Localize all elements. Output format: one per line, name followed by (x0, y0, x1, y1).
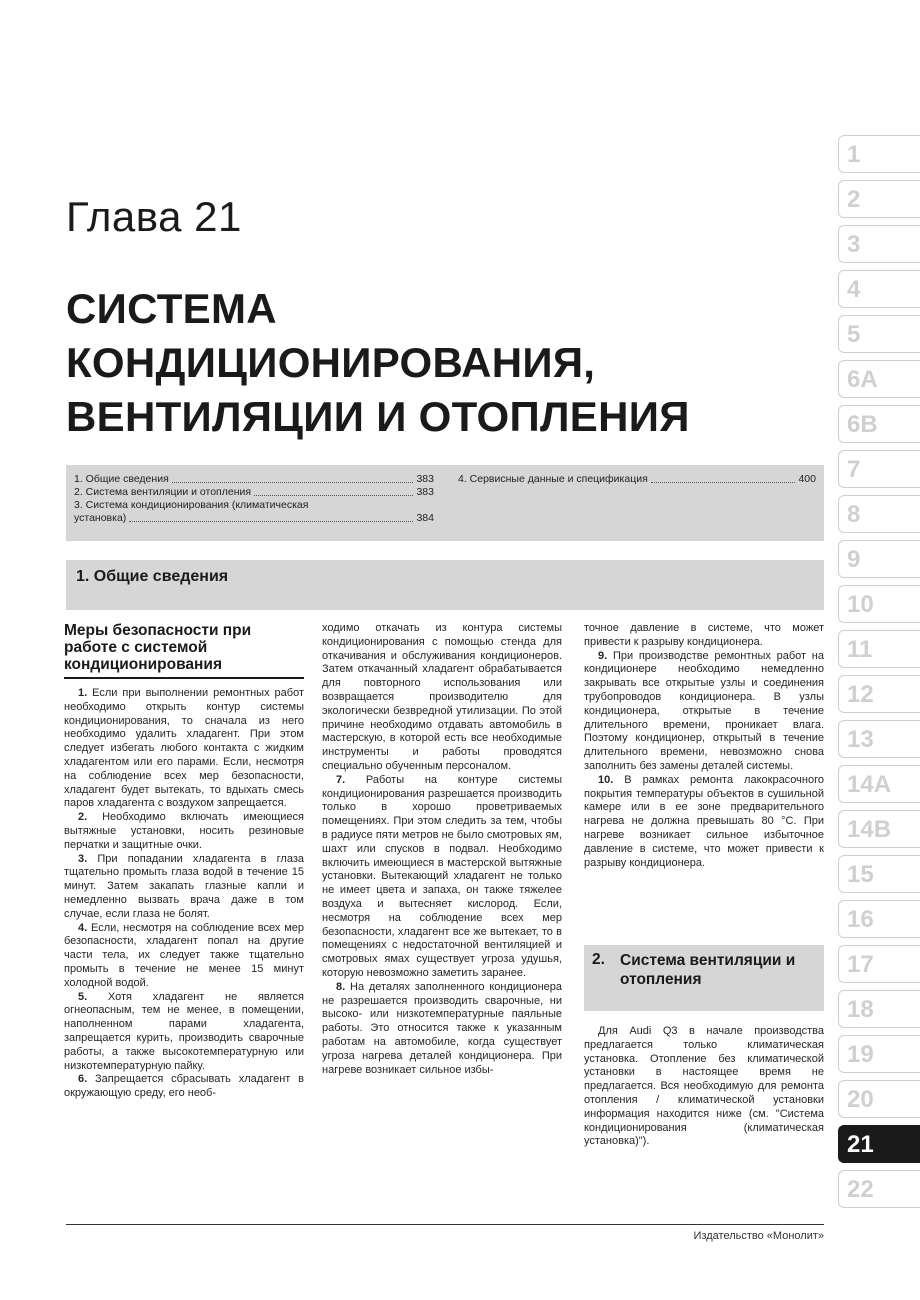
toc-entry-page: 384 (416, 512, 434, 524)
paragraph: 7. Работы на контуре системы кондиционирования разрешается производить только в хорошо проветриваемых помещениях. При этом следить за тем, чтобы в радиусе пяти метров не было смотровых ям, шахт или спусков в подвал. Необходимо включить имеющиеся в мастерской вытяжные установки. Вытекающий хладагент не только не имеет цвета и запаха, он также тяжелее воздуха и вытесняет кислород. Если, несмотря на соблюдение всех мер безопасности, хладагент все же вытекает, то в помещениях с недостаточной вентиляцией и смотровых ямах существует угроза удушья, которую невозможно заметить заранее. (322, 773, 562, 979)
toc-entry-page: 383 (416, 473, 434, 485)
toc-column-left (74, 473, 434, 525)
paragraph: Для Audi Q3 в начале производства предлагается только климатическая установка. Отопление без климатической установки в настоящее время не предлагается. Вся необходимую для ремонта отопления / климатической установки информация находится ниже (см. "Система кондиционирования (климатическая установка)"). (584, 1025, 824, 1148)
paragraph: ходимо откачать из контура системы кондиционирования с помощью стенда для откачивания и обслуживания кондиционеров. Затем откачанный хладагент обрабатывается для повторного использования или возвращается производителю для экологически безвредной утилизации. По этой причине необходимо отдавать автомобиль в мастерскую, в которой есть все необходимые инструменты и работы проводятся специально обученным персоналом. (322, 622, 562, 772)
text-column-3 (584, 622, 824, 870)
section-heading-bar (66, 560, 824, 610)
chapter-tab-17[interactable]: 17 (838, 945, 920, 983)
chapter-tab-15[interactable]: 15 (838, 855, 920, 893)
footer-divider (66, 1224, 824, 1225)
chapter-tab-3[interactable]: 3 (838, 225, 920, 263)
section-2-number: 2. (592, 951, 605, 968)
toc-entry-title-cont: установка) (74, 512, 127, 524)
paragraph: 9. При производстве ремонтных работ на кондиционере необходимо немедленно закрывать все открытые узлы и соединения трубопроводов кондиционера. В узлы кондиционера, открытые в течение длительного времени, проникает влага. Поэтому кондиционер, открытый в течение длительного времени, невозможно снова заполнить без замены деталей системы. (584, 649, 824, 772)
section-heading: 1. Общие сведения (76, 568, 229, 585)
chapter-tab-7[interactable]: 7 (838, 450, 920, 488)
chapter-tab-12[interactable]: 12 (838, 675, 920, 713)
paragraph: 6. Запрещается сбрасывать хладагент в окружающую среду, его необ- (64, 1073, 305, 1100)
chapter-tab-22[interactable]: 22 (838, 1170, 920, 1208)
toc-column-right (458, 473, 816, 486)
chapter-tab-1[interactable]: 1 (838, 135, 920, 173)
chapter-tab-8[interactable]: 8 (838, 495, 920, 533)
paragraph: 1. Если при выполнении ремонтных работ необходимо открыть контур системы кондиционирования, то сначала из него необходимо удалить хладагент. При этом следует избегать любого контакта с жидким хладагентом или его парами. Если, несмотря на соблюдение всех мер безопасности, хладагент будет вытекать, то вдыхать смесь паров хладагента с воздухом запрещается. (64, 687, 304, 810)
paragraph: 4. Если, несмотря на соблюдение всех мер безопасности, хладагент попал на другие части тела, их следует также тщательно промыть в течение не менее 15 минут холодной водой. (64, 921, 304, 989)
toc-leader (651, 482, 796, 483)
table-of-contents (66, 465, 824, 541)
chapter-tab-4[interactable]: 4 (838, 270, 920, 308)
toc-entry-page: 383 (416, 486, 434, 498)
chapter-title (66, 282, 826, 444)
toc-leader (129, 521, 413, 522)
chapter-tab-9[interactable]: 9 (838, 540, 920, 578)
chapter-tab-11[interactable]: 11 (838, 630, 920, 668)
toc-entry[interactable] (458, 473, 816, 486)
chapter-tab-14a[interactable]: 14A (838, 765, 920, 803)
chapter-tab-20[interactable]: 20 (838, 1080, 920, 1118)
chapter-tab-6a[interactable]: 6A (838, 360, 920, 398)
chapter-tab-18[interactable]: 18 (838, 990, 920, 1028)
chapter-title-line: ВЕНТИЛЯЦИИ И ОТОПЛЕНИЯ (66, 393, 690, 440)
chapter-tab-5[interactable]: 5 (838, 315, 920, 353)
toc-entry[interactable] (74, 499, 434, 525)
paragraph: 2. Необходимо включать имеющиеся вытяжные установки, носить резиновые перчатки и защитные очки. (64, 811, 304, 851)
toc-entry-page: 400 (798, 473, 816, 485)
toc-entry[interactable] (74, 473, 434, 486)
chapter-title-line: СИСТЕМА (66, 285, 277, 332)
chapter-tab-13[interactable]: 13 (838, 720, 920, 758)
text-column-2 (322, 622, 562, 1077)
paragraph: точное давление в системе, что может привести к разрыву кондиционера. (584, 622, 824, 648)
toc-entry[interactable] (74, 486, 434, 499)
text-column-1 (64, 622, 304, 1101)
chapter-tab-19[interactable]: 19 (838, 1035, 920, 1073)
toc-entry-title: 1. Общие сведения (74, 473, 169, 485)
subsection-heading: Меры безопасности при работе с системой кондиционирования (64, 622, 304, 679)
toc-entry-title: 3. Система кондиционирования (климатическая (74, 499, 309, 511)
chapter-tab-6b[interactable]: 6B (838, 405, 920, 443)
chapter-number: Глава 21 (66, 193, 242, 240)
chapter-title-line: КОНДИЦИОНИРОВАНИЯ, (66, 339, 596, 386)
section-2-text (584, 1025, 824, 1149)
chapter-tab-14b[interactable]: 14B (838, 810, 920, 848)
toc-entry-title: 2. Система вентиляции и отопления (74, 486, 252, 498)
paragraph: 5. Хотя хладагент не является огнеопасным, тем не менее, в помещении, наполненном парами хладагента, запрещается курить, производить сварочные работы, а также высокотемпературную или низкотемпературную пайку. (64, 990, 304, 1072)
section-2-heading: Система вентиляции и отопления (620, 952, 796, 988)
chapter-tab-2[interactable]: 2 (838, 180, 920, 218)
chapter-tab-21[interactable]: 21 (838, 1125, 920, 1163)
section-2-heading-bar (584, 945, 824, 1011)
chapter-tabs (838, 135, 920, 1215)
paragraph: 3. При попадании хладагента в глаза тщательно промыть глаза водой в течение 15 минут. Затем закапать глазные капли и немедленно вызвать врача даже в том случае, если глаза не болят. (64, 852, 304, 920)
publisher-name: Издательство «Монолит» (693, 1230, 824, 1242)
toc-leader (172, 482, 414, 483)
paragraph: 8. На деталях заполненного кондиционера не разрешается производить сварочные, ни высоко- или низкотемпературные паяльные работы. Это относится также к указанным работам на автомобиле, когда существует угроза нагрева деталей кондиционера. При нагреве возникает сильное избы- (322, 980, 562, 1076)
paragraph: 10. В рамках ремонта лакокрасочного покрытия температуры объектов в сушильной камере или в ее зоне предварительного нагрева не должна превышать 80 °С. При нагреве возникает сильное избыточное давление в системе, что может привести к разрыву кондиционера. (584, 773, 824, 869)
toc-leader (254, 495, 413, 496)
toc-entry-title: 4. Сервисные данные и спецификация (458, 473, 648, 485)
chapter-tab-10[interactable]: 10 (838, 585, 920, 623)
chapter-tab-16[interactable]: 16 (838, 900, 920, 938)
